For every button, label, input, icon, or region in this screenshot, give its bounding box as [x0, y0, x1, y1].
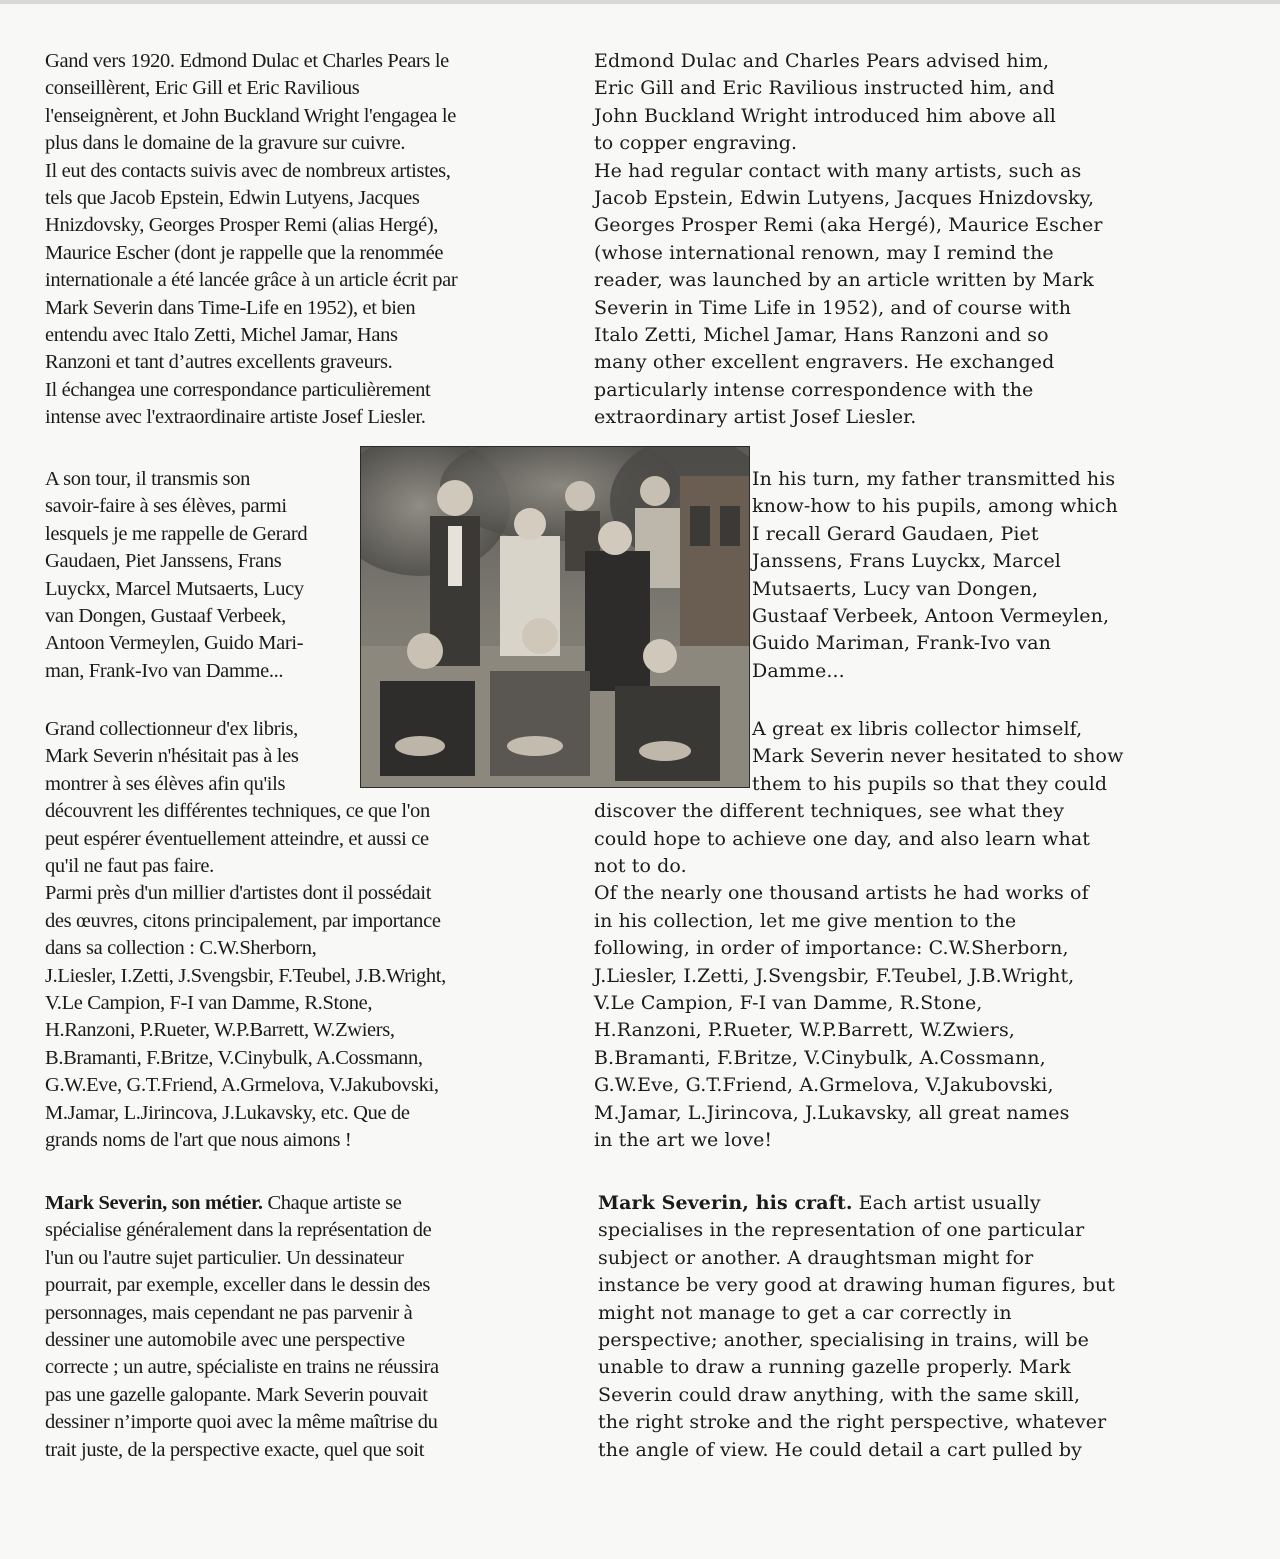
text-line: intense avec l'extraordinaire artiste Josef Liesler. — [45, 406, 426, 429]
text-line: B.Bramanti, F.Britze, V.Cinybulk, A.Cossmann, — [45, 1046, 423, 1069]
text-line: J.Liesler, I.Zetti, J.Svengsbir, F.Teubel, J.B.Wright, — [594, 964, 1075, 987]
text-line: Janssens, Frans Luyckx, Marcel — [752, 550, 1061, 573]
text-line: G.W.Eve, G.T.Friend, A.Grmelova, V.Jakubovski, — [45, 1074, 439, 1097]
english-paragraph-2 — [752, 466, 1118, 685]
text-line: H.Ranzoni, P.Rueter, W.P.Barrett, W.Zwiers, — [594, 1019, 1015, 1042]
text-line: conseillèrent, Eric Gill et Eric Ravilious — [45, 77, 360, 100]
text-line: Georges Prosper Remi (aka Hergé), Maurice Escher — [594, 214, 1103, 237]
text-line: van Dongen, Gustaaf Verbeek, — [45, 605, 286, 628]
text-line: Mark Severin dans Time-Life en 1952), et bien — [45, 296, 416, 319]
text-line: Grand collectionneur d'ex libris, — [45, 718, 298, 740]
text-line: I recall Gerard Gaudaen, Piet — [752, 522, 1039, 545]
text-line: Mutsaerts, Lucy van Dongen, — [752, 577, 1039, 600]
text-line: dessiner une automobile avec une perspective — [45, 1329, 405, 1352]
text-line: instance be very good at drawing human figures, but — [598, 1274, 1115, 1297]
text-line: M.Jamar, L.Jirincova, J.Lukavsky, all great names — [594, 1101, 1070, 1124]
text-line: montrer à ses élèves afin qu'ils — [45, 772, 286, 795]
text-line: des œuvres, citons principalement, par importance — [45, 909, 441, 932]
text-line: unable to draw a running gazelle properly. Mark — [598, 1356, 1071, 1379]
text-line: Severin could draw anything, with the same skill, — [598, 1383, 1081, 1406]
text-line: extraordinary artist Josef Liesler. — [594, 406, 917, 429]
text-line: A great ex libris collector himself, — [752, 718, 1083, 740]
english-paragraph-4 — [598, 1190, 1115, 1464]
text-line: tels que Jacob Epstein, Edwin Lutyens, Jacques — [45, 187, 420, 210]
text-line: Hnizdovsky, Georges Prosper Remi (alias Hergé), — [45, 214, 439, 237]
text-line: discover the different techniques, see what they — [594, 800, 1065, 823]
text-line: Ranzoni et tant d’autres excellents graveurs. — [45, 351, 393, 374]
text-line: Il eut des contacts suivis avec de nombreux artistes, — [45, 159, 451, 182]
text-line: Gustaaf Verbeek, Antoon Vermeylen, — [752, 605, 1110, 628]
text-line: l'enseignèrent, et John Buckland Wright l'engagea le — [45, 104, 456, 127]
text-line: In his turn, my father transmitted his — [752, 468, 1116, 490]
text-line: Of the nearly one thousand artists he had works of — [594, 882, 1089, 905]
text-line: them to his pupils so that they could — [752, 772, 1108, 795]
text-line: dans sa collection : C.W.Sherborn, — [45, 937, 317, 960]
english-paragraph-1 — [594, 48, 1103, 432]
text-line: He had regular contact with many artists, such as — [594, 159, 1082, 182]
text-line: trait juste, de la perspective exacte, quel que soit — [45, 1438, 425, 1461]
french-paragraph-2 — [45, 466, 307, 685]
french-paragraph-4 — [45, 1190, 439, 1464]
text-line: H.Ranzoni, P.Rueter, W.P.Barrett, W.Zwiers, — [45, 1019, 395, 1042]
text-line: plus dans le domaine de la gravure sur cuivre. — [45, 132, 406, 155]
text-line: the angle of view. He could detail a cart pulled by — [598, 1438, 1082, 1461]
text-line: G.W.Eve, G.T.Friend, A.Grmelova, V.Jakubovski, — [594, 1074, 1054, 1097]
text-line: dessiner n’importe quoi avec la même maîtrise du — [45, 1411, 438, 1434]
text-line: perspective; another, specialising in trains, will be — [598, 1329, 1090, 1352]
text-line: Damme... — [752, 659, 845, 682]
text-line: know-how to his pupils, among which — [752, 495, 1118, 518]
text-line: Eric Gill and Eric Ravilious instructed him, and — [594, 77, 1055, 100]
text-line: Guido Mariman, Frank-Ivo van — [752, 632, 1051, 655]
text-line: particularly intense correspondence with the — [594, 378, 1034, 401]
text-line: the right stroke and the right perspective, whatever — [598, 1411, 1107, 1434]
text-line: V.Le Campion, F-I van Damme, R.Stone, — [45, 992, 373, 1015]
text-line: personnages, mais cependant ne pas parvenir à — [45, 1301, 413, 1324]
page-edge — [0, 0, 1280, 4]
text-line: Luyckx, Marcel Mutsaerts, Lucy — [45, 577, 304, 600]
text-line — [598, 1190, 1115, 1217]
group-photo-drawing — [360, 446, 750, 788]
text-line: B.Bramanti, F.Britze, V.Cinybulk, A.Cossmann, — [594, 1046, 1046, 1069]
text-line: Mark Severin never hesitated to show — [752, 745, 1124, 768]
text-line: in the art we love! — [594, 1129, 773, 1152]
text-line: M.Jamar, L.Jirincova, J.Lukavsky, etc. Que de — [45, 1101, 410, 1124]
text-line: V.Le Campion, F-I van Damme, R.Stone, — [594, 992, 983, 1015]
section-heading: Mark Severin, his craft. — [598, 1192, 853, 1214]
text-line: pourrait, par exemple, exceller dans le dessin des — [45, 1274, 430, 1297]
text-line: Il échangea une correspondance particulièrement — [45, 378, 431, 401]
text-line: Italo Zetti, Michel Jamar, Hans Ranzoni and so — [594, 324, 1049, 347]
text-line: savoir-faire à ses élèves, parmi — [45, 495, 287, 518]
text-line: A son tour, il transmis son — [45, 468, 250, 490]
text-line: reader, was launched by an article written by Mark — [594, 269, 1094, 292]
text-line: Gaudaen, Piet Janssens, Frans — [45, 550, 282, 573]
text-line: to copper engraving. — [594, 132, 798, 155]
heading-continuation: Chaque artiste se — [262, 1192, 402, 1214]
french-paragraph-1 — [45, 48, 457, 432]
text-line: Gand vers 1920. Edmond Dulac et Charles Pears le — [45, 50, 449, 72]
text-line: specialises in the representation of one particular — [598, 1219, 1085, 1242]
text-line: découvrent les différentes techniques, ce que l'on — [45, 800, 430, 823]
text-line: correcte ; un autre, spécialiste en trains ne réussira — [45, 1356, 439, 1379]
group-photograph — [360, 446, 750, 788]
heading-continuation: Each artist usually — [852, 1192, 1041, 1214]
text-line: J.Liesler, I.Zetti, J.Svengsbir, F.Teubel, J.B.Wright, — [45, 964, 446, 987]
text-line: Parmi près d'un millier d'artistes dont il possédait — [45, 882, 432, 905]
text-line: spécialise généralement dans la représentation de — [45, 1219, 432, 1242]
text-line: pas une gazelle galopante. Mark Severin pouvait — [45, 1383, 428, 1406]
text-line: many other excellent engravers. He exchanged — [594, 351, 1055, 374]
text-line: grands noms de l'art que nous aimons ! — [45, 1129, 352, 1152]
text-line — [45, 1190, 439, 1217]
text-line: entendu avec Italo Zetti, Michel Jamar, Hans — [45, 324, 398, 347]
text-line: qu'il ne faut pas faire. — [45, 855, 214, 878]
text-line: Severin in Time Life in 1952), and of course with — [594, 296, 1072, 319]
text-line: subject or another. A draughtsman might for — [598, 1246, 1034, 1269]
section-heading: Mark Severin, son métier. — [45, 1192, 263, 1214]
text-line: (whose international renown, may I remind the — [594, 241, 1054, 264]
text-line: Antoon Vermeylen, Guido Mari- — [45, 632, 304, 655]
text-line: man, Frank-Ivo van Damme... — [45, 659, 284, 682]
text-line: in his collection, let me give mention to the — [594, 909, 1017, 932]
text-line: Mark Severin n'hésitait pas à les — [45, 745, 299, 768]
text-line: could hope to achieve one day, and also learn what — [594, 827, 1090, 850]
text-line: not to do. — [594, 855, 687, 878]
text-line: John Buckland Wright introduced him above all — [594, 104, 1056, 127]
text-line: Jacob Epstein, Edwin Lutyens, Jacques Hnizdovsky, — [594, 187, 1095, 210]
text-line: lesquels je me rappelle de Gerard — [45, 522, 308, 545]
text-line: following, in order of importance: C.W.Sherborn, — [594, 937, 1069, 960]
text-line: internationale a été lancée grâce à un article écrit par — [45, 269, 458, 292]
text-line: Edmond Dulac and Charles Pears advised him, — [594, 50, 1050, 72]
text-line: peut espérer éventuellement atteindre, et aussi ce — [45, 827, 429, 850]
text-line: might not manage to get a car correctly in — [598, 1301, 1012, 1324]
text-line: Maurice Escher (dont je rappelle que la renommée — [45, 241, 444, 264]
text-line: l'un ou l'autre sujet particulier. Un dessinateur — [45, 1246, 404, 1269]
